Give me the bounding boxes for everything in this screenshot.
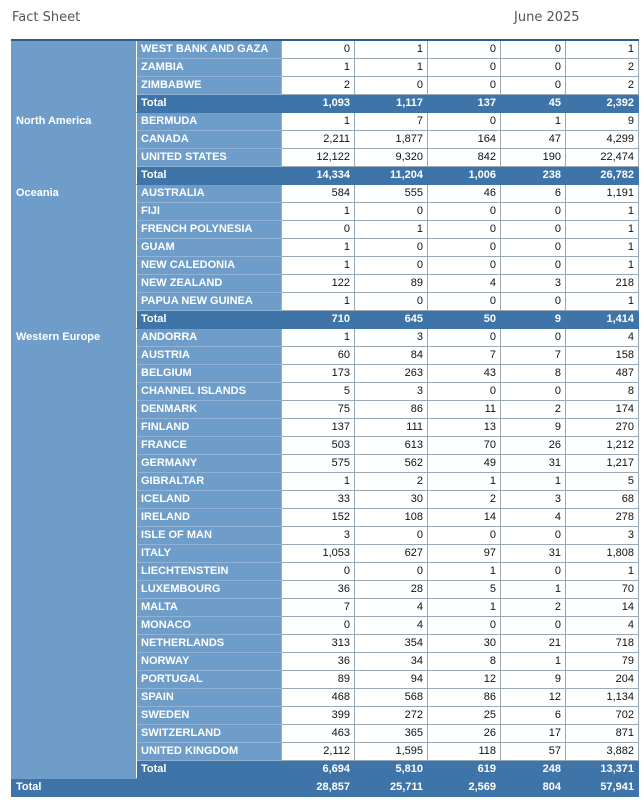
value-cell: 31 — [501, 545, 566, 563]
value-cell: 89 — [355, 275, 428, 293]
value-cell: 86 — [428, 689, 501, 707]
value-cell: 7 — [501, 347, 566, 365]
value-cell: 487 — [566, 365, 639, 383]
value-cell: 1 — [282, 293, 355, 311]
value-cell: 12 — [501, 689, 566, 707]
country-name: CHANNEL ISLANDS — [137, 383, 282, 401]
country-name: DENMARK — [137, 401, 282, 419]
value-cell: 842 — [428, 149, 501, 167]
value-cell: 174 — [566, 401, 639, 419]
total-value-cell: 1,117 — [355, 95, 428, 113]
value-cell: 272 — [355, 707, 428, 725]
value-cell: 218 — [566, 275, 639, 293]
value-cell: 7 — [355, 113, 428, 131]
country-name: LIECHTENSTEIN — [137, 563, 282, 581]
value-cell: 70 — [566, 581, 639, 599]
value-cell: 555 — [355, 185, 428, 203]
total-value-cell: 14,334 — [282, 167, 355, 185]
value-cell: 1 — [566, 203, 639, 221]
total-value-cell: 1,006 — [428, 167, 501, 185]
value-cell: 263 — [355, 365, 428, 383]
value-cell: 9 — [566, 113, 639, 131]
value-cell: 568 — [355, 689, 428, 707]
grand-total-row — [12, 779, 639, 797]
value-cell: 0 — [501, 221, 566, 239]
value-cell: 0 — [355, 563, 428, 581]
value-cell: 0 — [428, 113, 501, 131]
value-cell: 1 — [282, 329, 355, 347]
value-cell: 0 — [282, 617, 355, 635]
value-cell: 3 — [501, 491, 566, 509]
value-cell: 4 — [355, 617, 428, 635]
value-cell: 278 — [566, 509, 639, 527]
value-cell: 108 — [355, 509, 428, 527]
value-cell: 1,877 — [355, 131, 428, 149]
value-cell: 3 — [501, 275, 566, 293]
value-cell: 0 — [428, 221, 501, 239]
country-name: IRELAND — [137, 509, 282, 527]
value-cell: 1,808 — [566, 545, 639, 563]
value-cell: 0 — [501, 257, 566, 275]
value-cell: 9 — [501, 419, 566, 437]
value-cell: 28 — [355, 581, 428, 599]
value-cell: 14 — [428, 509, 501, 527]
value-cell: 3 — [566, 527, 639, 545]
value-cell: 871 — [566, 725, 639, 743]
country-name: SPAIN — [137, 689, 282, 707]
value-cell: 1,134 — [566, 689, 639, 707]
value-cell: 173 — [282, 365, 355, 383]
country-name: GIBRALTAR — [137, 473, 282, 491]
total-value-cell: 2,392 — [566, 95, 639, 113]
value-cell: 0 — [428, 329, 501, 347]
value-cell: 6 — [501, 185, 566, 203]
country-name: WEST BANK AND GAZA — [137, 40, 282, 59]
region-label: Oceania — [12, 185, 137, 329]
value-cell: 9,320 — [355, 149, 428, 167]
value-cell: 94 — [355, 671, 428, 689]
value-cell: 70 — [428, 437, 501, 455]
value-cell: 21 — [501, 635, 566, 653]
country-name: PAPUA NEW GUINEA — [137, 293, 282, 311]
value-cell: 36 — [282, 581, 355, 599]
value-cell: 365 — [355, 725, 428, 743]
value-cell: 0 — [428, 527, 501, 545]
value-cell: 2 — [428, 491, 501, 509]
country-name: FRANCE — [137, 437, 282, 455]
value-cell: 30 — [355, 491, 428, 509]
value-cell: 2 — [355, 473, 428, 491]
country-name: UNITED KINGDOM — [137, 743, 282, 761]
total-value-cell: 619 — [428, 761, 501, 779]
value-cell: 3 — [355, 383, 428, 401]
value-cell: 0 — [428, 77, 501, 95]
value-cell: 0 — [428, 383, 501, 401]
total-label: Total — [137, 311, 282, 329]
region-label: Western Europe — [12, 329, 137, 779]
country-name: GERMANY — [137, 455, 282, 473]
value-cell: 0 — [428, 239, 501, 257]
value-cell: 75 — [282, 401, 355, 419]
value-cell: 702 — [566, 707, 639, 725]
value-cell: 60 — [282, 347, 355, 365]
value-cell: 1 — [501, 113, 566, 131]
value-cell: 26 — [501, 437, 566, 455]
value-cell: 0 — [501, 329, 566, 347]
total-value-cell: 710 — [282, 311, 355, 329]
country-name: LUXEMBOURG — [137, 581, 282, 599]
value-cell: 57 — [501, 743, 566, 761]
value-cell: 1 — [501, 653, 566, 671]
value-cell: 613 — [355, 437, 428, 455]
total-value-cell: 238 — [501, 167, 566, 185]
country-name: FINLAND — [137, 419, 282, 437]
value-cell: 0 — [501, 59, 566, 77]
value-cell: 4,299 — [566, 131, 639, 149]
value-cell: 1 — [428, 473, 501, 491]
country-name: BERMUDA — [137, 113, 282, 131]
value-cell: 627 — [355, 545, 428, 563]
value-cell: 9 — [501, 671, 566, 689]
value-cell: 22,474 — [566, 149, 639, 167]
value-cell: 0 — [428, 257, 501, 275]
country-name: SWEDEN — [137, 707, 282, 725]
value-cell: 2 — [282, 77, 355, 95]
value-cell: 270 — [566, 419, 639, 437]
value-cell: 1 — [566, 257, 639, 275]
grand-total-label: Total — [12, 779, 137, 797]
grand-total-value-cell: 25,711 — [355, 779, 428, 797]
value-cell: 399 — [282, 707, 355, 725]
value-cell: 0 — [501, 293, 566, 311]
value-cell: 36 — [282, 653, 355, 671]
country-name: NEW CALEDONIA — [137, 257, 282, 275]
country-name: BELGIUM — [137, 365, 282, 383]
value-cell: 1,595 — [355, 743, 428, 761]
region-label: North America — [12, 113, 137, 185]
value-cell: 164 — [428, 131, 501, 149]
value-cell: 11 — [428, 401, 501, 419]
value-cell: 1 — [355, 59, 428, 77]
country-name: MONACO — [137, 617, 282, 635]
value-cell: 84 — [355, 347, 428, 365]
total-value-cell: 645 — [355, 311, 428, 329]
value-cell: 0 — [282, 563, 355, 581]
value-cell: 17 — [501, 725, 566, 743]
value-cell: 1 — [566, 293, 639, 311]
value-cell: 0 — [501, 617, 566, 635]
total-value-cell: 9 — [501, 311, 566, 329]
value-cell: 26 — [428, 725, 501, 743]
value-cell: 1 — [355, 221, 428, 239]
value-cell: 5 — [282, 383, 355, 401]
value-cell: 46 — [428, 185, 501, 203]
total-value-cell: 13,371 — [566, 761, 639, 779]
value-cell: 1,053 — [282, 545, 355, 563]
grand-total-spacer — [137, 779, 282, 797]
country-name: ITALY — [137, 545, 282, 563]
value-cell: 0 — [282, 40, 355, 59]
value-cell: 43 — [428, 365, 501, 383]
value-cell: 4 — [355, 599, 428, 617]
value-cell: 152 — [282, 509, 355, 527]
country-name: AUSTRIA — [137, 347, 282, 365]
value-cell: 575 — [282, 455, 355, 473]
value-cell: 4 — [566, 329, 639, 347]
value-cell: 3,882 — [566, 743, 639, 761]
value-cell: 1 — [566, 221, 639, 239]
total-value-cell: 5,810 — [355, 761, 428, 779]
value-cell: 31 — [501, 455, 566, 473]
value-cell: 1 — [501, 581, 566, 599]
country-name: CANADA — [137, 131, 282, 149]
value-cell: 5 — [428, 581, 501, 599]
value-cell: 1 — [282, 113, 355, 131]
value-cell: 4 — [428, 275, 501, 293]
value-cell: 463 — [282, 725, 355, 743]
value-cell: 1 — [501, 473, 566, 491]
country-name: UNITED STATES — [137, 149, 282, 167]
country-name: ISLE OF MAN — [137, 527, 282, 545]
value-cell: 2 — [566, 77, 639, 95]
total-label: Total — [137, 95, 282, 113]
value-cell: 7 — [428, 347, 501, 365]
page-title: Fact Sheet — [12, 10, 81, 25]
value-cell: 8 — [501, 365, 566, 383]
region-label — [12, 40, 137, 113]
country-name: ICELAND — [137, 491, 282, 509]
value-cell: 2 — [566, 59, 639, 77]
value-cell: 4 — [566, 617, 639, 635]
value-cell: 562 — [355, 455, 428, 473]
value-cell: 1,191 — [566, 185, 639, 203]
value-cell: 0 — [501, 563, 566, 581]
value-cell: 4 — [501, 509, 566, 527]
value-cell: 0 — [501, 77, 566, 95]
value-cell: 79 — [566, 653, 639, 671]
country-name: GUAM — [137, 239, 282, 257]
grand-total-value-cell: 57,941 — [566, 779, 639, 797]
total-label: Total — [137, 761, 282, 779]
country-name: FIJI — [137, 203, 282, 221]
value-cell: 0 — [428, 40, 501, 59]
value-cell: 6 — [501, 707, 566, 725]
value-cell: 1 — [282, 473, 355, 491]
value-cell: 204 — [566, 671, 639, 689]
table-row — [12, 329, 639, 347]
value-cell: 1 — [282, 203, 355, 221]
country-name: PORTUGAL — [137, 671, 282, 689]
value-cell: 503 — [282, 437, 355, 455]
value-cell: 0 — [428, 203, 501, 221]
total-value-cell: 50 — [428, 311, 501, 329]
value-cell: 0 — [355, 293, 428, 311]
table-row — [12, 113, 639, 131]
value-cell: 1 — [282, 239, 355, 257]
value-cell: 12 — [428, 671, 501, 689]
value-cell: 0 — [501, 203, 566, 221]
value-cell: 0 — [428, 617, 501, 635]
value-cell: 1,217 — [566, 455, 639, 473]
value-cell: 3 — [355, 329, 428, 347]
grand-total-value-cell: 2,569 — [428, 779, 501, 797]
value-cell: 12,122 — [282, 149, 355, 167]
value-cell: 0 — [355, 203, 428, 221]
total-value-cell: 6,694 — [282, 761, 355, 779]
value-cell: 8 — [428, 653, 501, 671]
value-cell: 5 — [566, 473, 639, 491]
value-cell: 137 — [282, 419, 355, 437]
country-name: ZIMBABWE — [137, 77, 282, 95]
value-cell: 0 — [428, 293, 501, 311]
country-name: MALTA — [137, 599, 282, 617]
value-cell: 97 — [428, 545, 501, 563]
value-cell: 0 — [501, 40, 566, 59]
country-name: NORWAY — [137, 653, 282, 671]
value-cell: 1 — [566, 563, 639, 581]
total-value-cell: 137 — [428, 95, 501, 113]
country-name: FRENCH POLYNESIA — [137, 221, 282, 239]
total-value-cell: 11,204 — [355, 167, 428, 185]
country-name: ZAMBIA — [137, 59, 282, 77]
country-name: AUSTRALIA — [137, 185, 282, 203]
value-cell: 0 — [355, 257, 428, 275]
value-cell: 0 — [501, 383, 566, 401]
value-cell: 3 — [282, 527, 355, 545]
value-cell: 122 — [282, 275, 355, 293]
value-cell: 1 — [282, 59, 355, 77]
value-cell: 1,212 — [566, 437, 639, 455]
value-cell: 1 — [566, 40, 639, 59]
value-cell: 0 — [501, 239, 566, 257]
value-cell: 0 — [428, 59, 501, 77]
grand-total-value-cell: 804 — [501, 779, 566, 797]
value-cell: 0 — [355, 239, 428, 257]
value-cell: 25 — [428, 707, 501, 725]
value-cell: 68 — [566, 491, 639, 509]
value-cell: 1 — [428, 599, 501, 617]
value-cell: 584 — [282, 185, 355, 203]
value-cell: 33 — [282, 491, 355, 509]
total-value-cell: 248 — [501, 761, 566, 779]
country-name: ANDORRA — [137, 329, 282, 347]
fact-sheet-table — [11, 39, 639, 797]
value-cell: 313 — [282, 635, 355, 653]
value-cell: 47 — [501, 131, 566, 149]
total-value-cell: 1,414 — [566, 311, 639, 329]
total-value-cell: 26,782 — [566, 167, 639, 185]
table-row — [12, 40, 639, 59]
value-cell: 354 — [355, 635, 428, 653]
value-cell: 2,211 — [282, 131, 355, 149]
value-cell: 118 — [428, 743, 501, 761]
value-cell: 0 — [501, 527, 566, 545]
value-cell: 0 — [355, 77, 428, 95]
value-cell: 89 — [282, 671, 355, 689]
value-cell: 0 — [282, 221, 355, 239]
value-cell: 49 — [428, 455, 501, 473]
report-date: June 2025 — [514, 10, 580, 25]
value-cell: 0 — [355, 527, 428, 545]
value-cell: 190 — [501, 149, 566, 167]
value-cell: 13 — [428, 419, 501, 437]
value-cell: 718 — [566, 635, 639, 653]
value-cell: 2 — [501, 599, 566, 617]
value-cell: 14 — [566, 599, 639, 617]
value-cell: 1 — [566, 239, 639, 257]
total-value-cell: 1,093 — [282, 95, 355, 113]
country-name: NETHERLANDS — [137, 635, 282, 653]
value-cell: 86 — [355, 401, 428, 419]
total-value-cell: 45 — [501, 95, 566, 113]
value-cell: 7 — [282, 599, 355, 617]
value-cell: 1 — [282, 257, 355, 275]
total-label: Total — [137, 167, 282, 185]
country-name: NEW ZEALAND — [137, 275, 282, 293]
value-cell: 2 — [501, 401, 566, 419]
value-cell: 8 — [566, 383, 639, 401]
table-body — [12, 40, 639, 797]
grand-total-value-cell: 28,857 — [282, 779, 355, 797]
value-cell: 30 — [428, 635, 501, 653]
value-cell: 158 — [566, 347, 639, 365]
value-cell: 111 — [355, 419, 428, 437]
table-row — [12, 185, 639, 203]
country-name: SWITZERLAND — [137, 725, 282, 743]
value-cell: 1 — [428, 563, 501, 581]
value-cell: 2,112 — [282, 743, 355, 761]
value-cell: 1 — [355, 40, 428, 59]
value-cell: 468 — [282, 689, 355, 707]
value-cell: 34 — [355, 653, 428, 671]
